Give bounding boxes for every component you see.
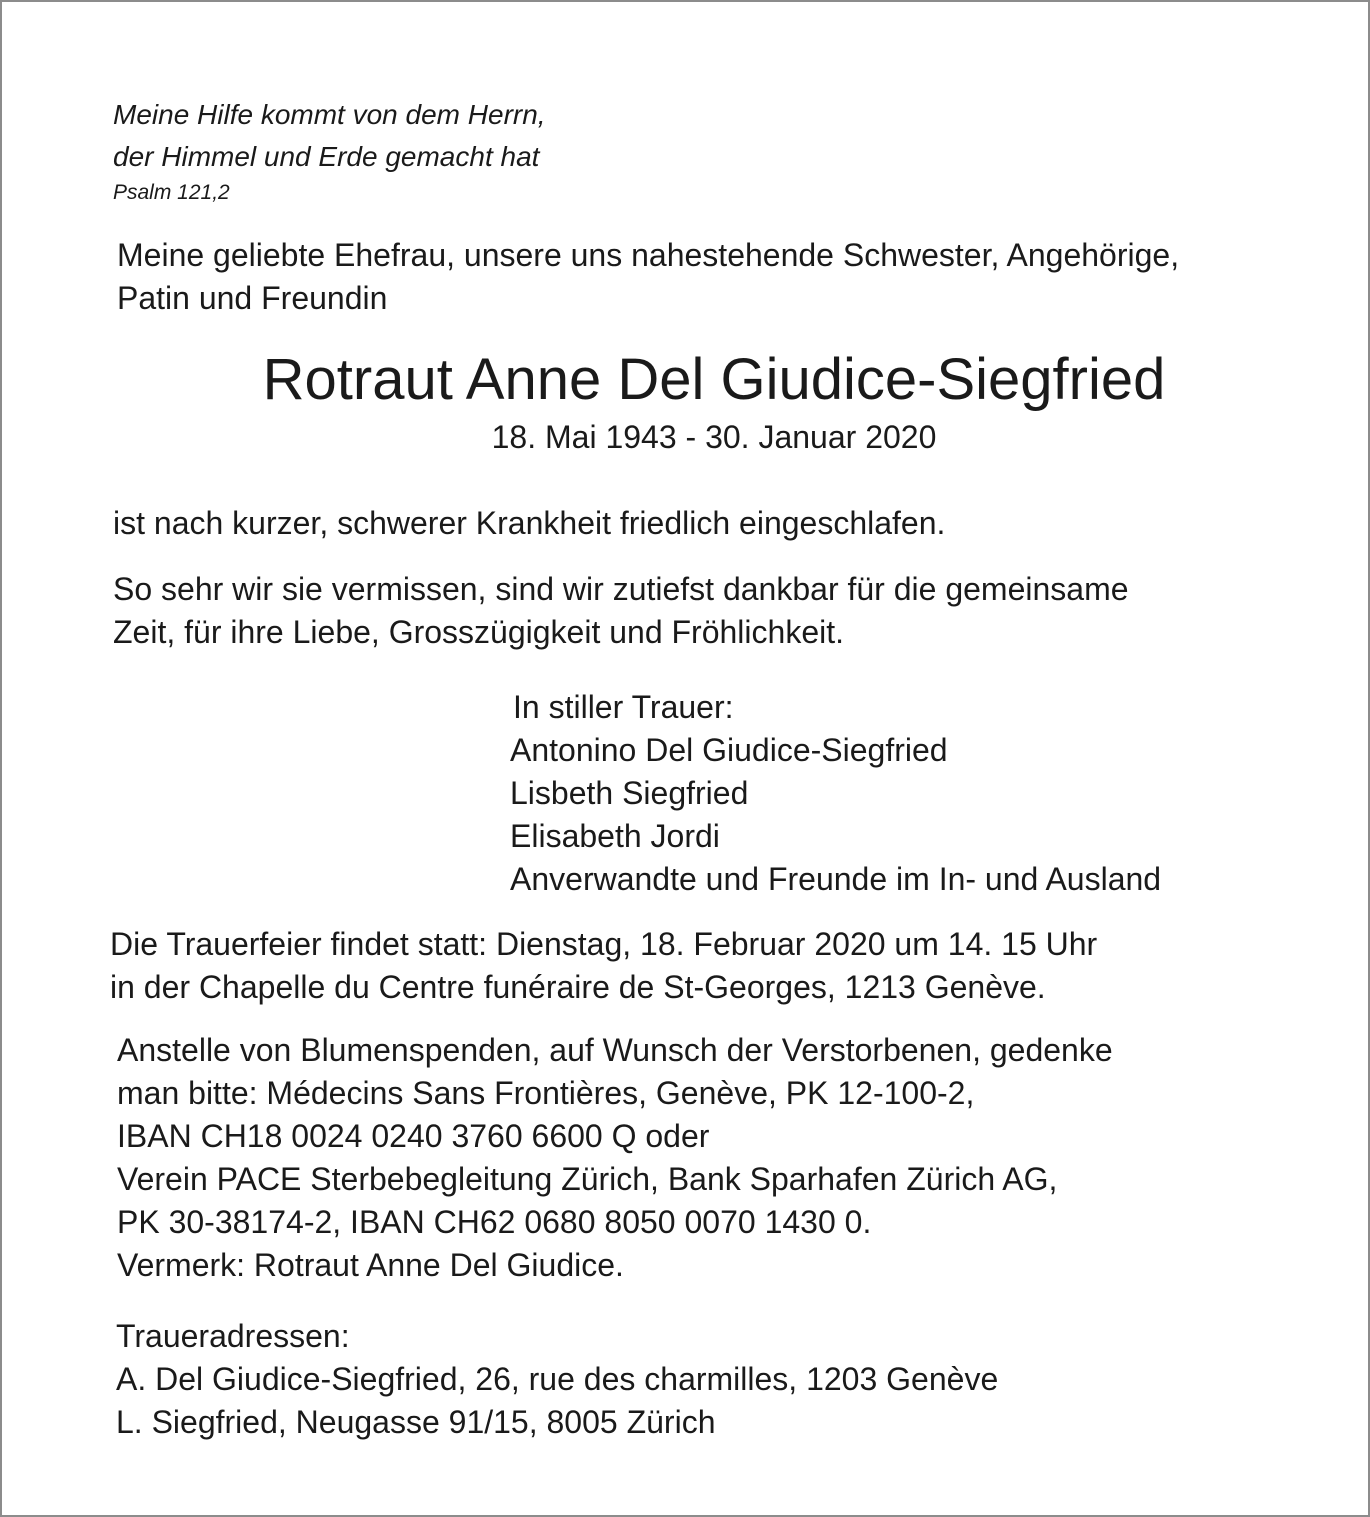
address-line: A. Del Giudice-Siegfried, 26, rue des charmilles, 1203 Genève: [116, 1361, 999, 1397]
mourners-heading: In stiller Trauer:: [513, 689, 734, 725]
gratitude-text: [113, 568, 1129, 654]
mourner-name: Elisabeth Jordi: [510, 818, 720, 854]
donation-line: Verein PACE Sterbebegleitung Zürich, Bank Sparhafen Zürich AG,: [117, 1161, 1058, 1197]
verse-line: der Himmel und Erde gemacht hat: [113, 141, 540, 172]
gratitude-line: So sehr wir sie vermissen, sind wir zutiefst dankbar für die gemeinsame: [113, 571, 1129, 607]
addresses-heading: Traueradressen:: [116, 1318, 350, 1354]
funeral-service-info: [110, 923, 1097, 1009]
donation-line: IBAN CH18 0024 0240 3760 6600 Q oder: [117, 1118, 710, 1154]
service-line: in der Chapelle du Centre funéraire de St-Georges, 1213 Genève.: [110, 969, 1046, 1005]
mourner-name: Anverwandte und Freunde im In- und Ausland: [510, 861, 1162, 897]
address-line: L. Siegfried, Neugasse 91/15, 8005 Zürich: [116, 1404, 716, 1440]
mourner-name: Lisbeth Siegfried: [510, 775, 749, 811]
intro-text: [117, 234, 1179, 320]
bible-verse: [113, 94, 546, 208]
donation-line: man bitte: Médecins Sans Frontières, Genève, PK 12-100-2,: [117, 1075, 975, 1111]
verse-reference: Psalm 121,2: [113, 181, 230, 204]
mourning-addresses: [116, 1315, 998, 1444]
donation-line: Anstelle von Blumenspenden, auf Wunsch der Verstorbenen, gedenke: [117, 1032, 1113, 1068]
intro-line: Meine geliebte Ehefrau, unsere uns nahestehende Schwester, Angehörige,: [117, 237, 1180, 273]
verse-line: Meine Hilfe kommt von dem Herrn,: [113, 99, 546, 130]
gratitude-line: Zeit, für ihre Liebe, Grosszügigkeit und Fröhlichkeit.: [113, 614, 844, 650]
passing-sentence: ist nach kurzer, schwerer Krankheit friedlich eingeschlafen.: [113, 505, 946, 541]
donation-line: PK 30-38174-2, IBAN CH62 0680 8050 0070 1430 0.: [117, 1204, 872, 1240]
service-line: Die Trauerfeier findet statt: Dienstag, 18. Februar 2020 um 14. 15 Uhr: [110, 926, 1098, 962]
donation-info: [117, 1029, 1113, 1287]
life-dates: 18. Mai 1943 - 30. Januar 2020: [491, 419, 937, 455]
intro-line: Patin und Freundin: [117, 280, 388, 316]
mourner-name: Antonino Del Giudice-Siegfried: [510, 732, 948, 768]
mourners-list: [510, 686, 1161, 901]
donation-line: Vermerk: Rotraut Anne Del Giudice.: [117, 1247, 624, 1283]
deceased-name: Rotraut Anne Del Giudice-Siegfried: [262, 347, 1166, 412]
